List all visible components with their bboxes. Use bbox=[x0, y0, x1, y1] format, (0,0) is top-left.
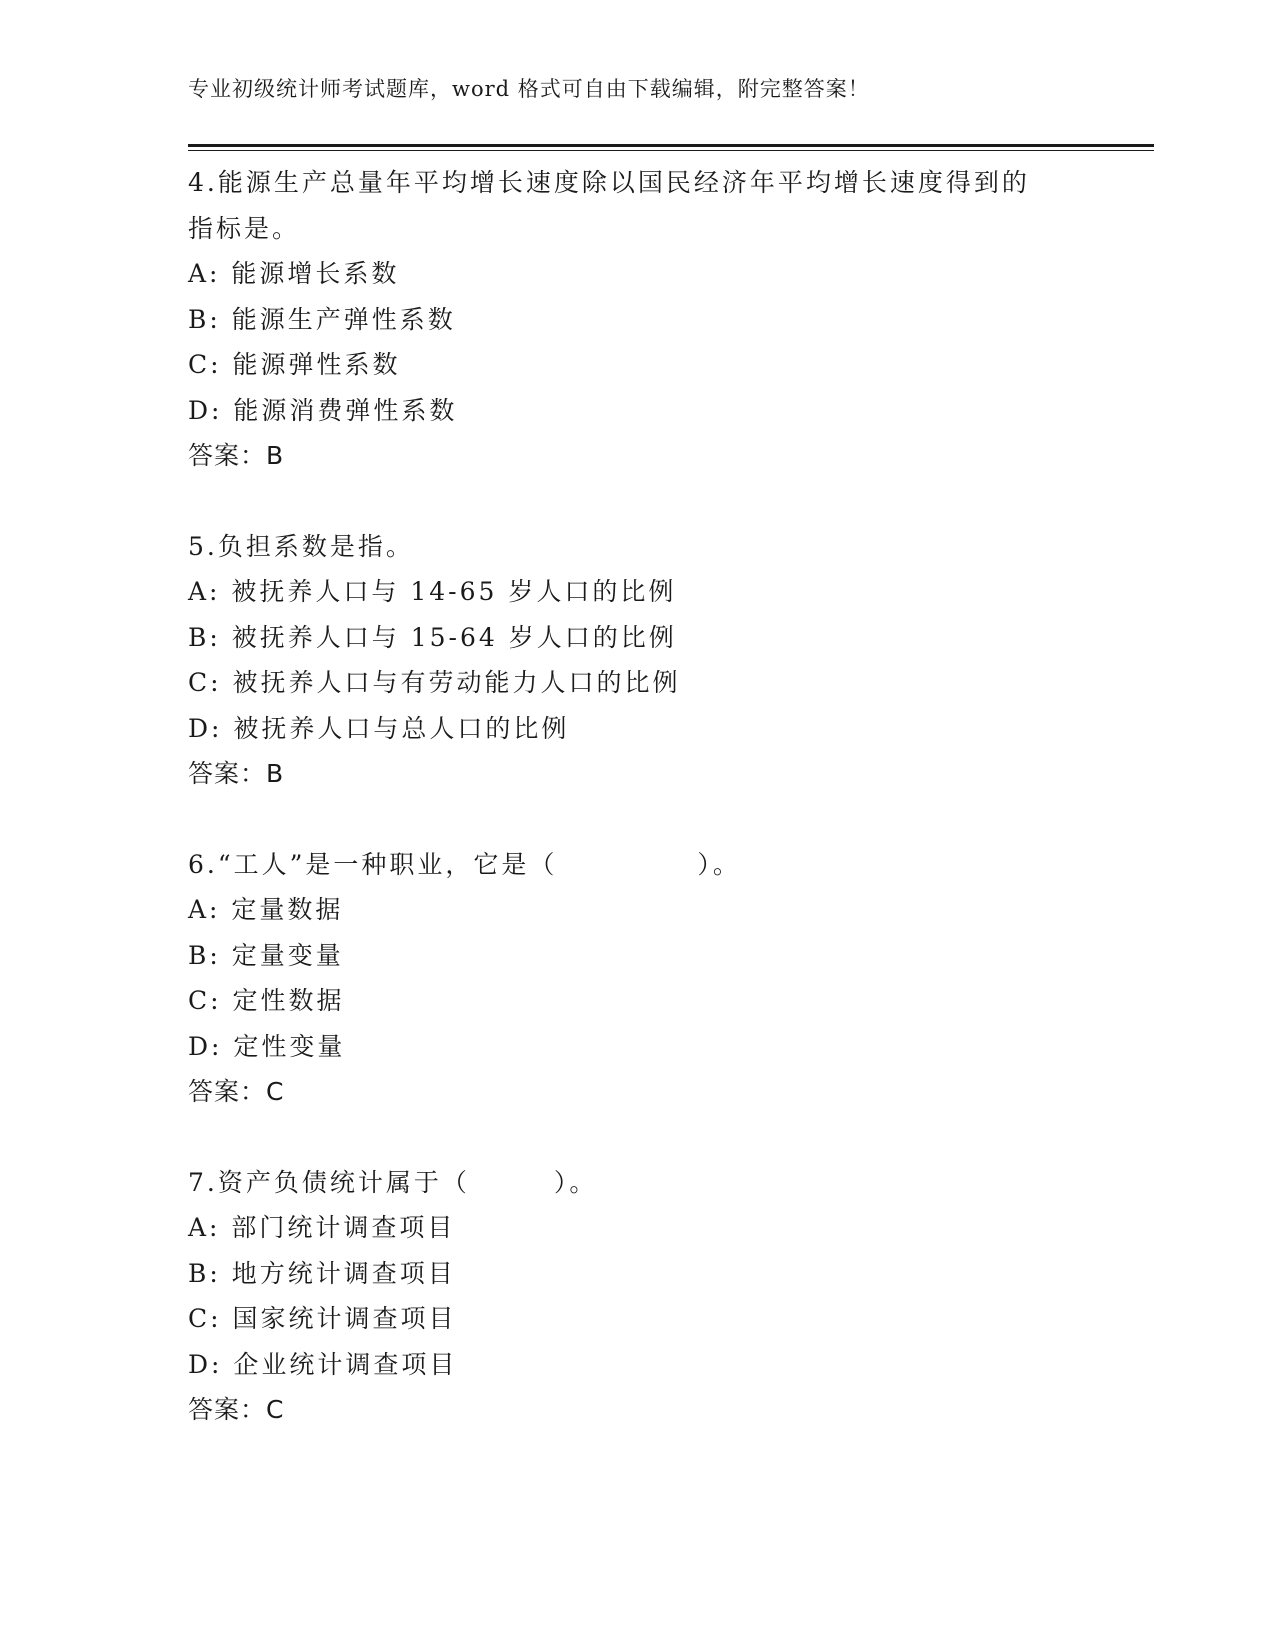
option-d: D: 定性变量 bbox=[188, 1031, 346, 1061]
header-rule-thin bbox=[188, 150, 1154, 151]
question-7 bbox=[188, 1160, 1088, 1433]
question-6 bbox=[188, 842, 1088, 1115]
option-b: B: 能源生产弹性系数 bbox=[188, 304, 456, 334]
question-stem-line: 6.“工人”是一种职业，它是（ ）。 bbox=[188, 849, 741, 879]
option-b: B: 被抚养人口与 15-64 岁人口的比例 bbox=[188, 622, 677, 652]
option-d: D: 被抚养人口与总人口的比例 bbox=[188, 713, 570, 743]
question-stem-line: 指标是。 bbox=[188, 213, 301, 243]
option-c: C: 定性数据 bbox=[188, 986, 345, 1015]
option-b: B: 定量变量 bbox=[188, 940, 344, 970]
option-a: A: 能源增长系数 bbox=[188, 259, 400, 288]
option-c: C: 被抚养人口与有劳动能力人口的比例 bbox=[188, 668, 681, 697]
answer-line: 答案：B bbox=[188, 441, 285, 470]
answer-line: 答案：C bbox=[188, 1077, 285, 1106]
option-a: A: 定量数据 bbox=[188, 895, 344, 924]
option-c: C: 能源弹性系数 bbox=[188, 350, 401, 379]
answer-line: 答案：B bbox=[188, 759, 285, 788]
option-b: B: 地方统计调查项目 bbox=[188, 1258, 456, 1288]
header-rule-thick bbox=[188, 144, 1154, 147]
option-a: A: 被抚养人口与 14-65 岁人口的比例 bbox=[188, 577, 677, 606]
question-stem-line: 4.能源生产总量年平均增长速度除以国民经济年平均增长速度得到的 bbox=[188, 168, 1030, 197]
page-header: 专业初级统计师考试题库，word 格式可自由下载编辑，附完整答案！ bbox=[188, 77, 870, 101]
option-d: D: 企业统计调查项目 bbox=[188, 1349, 458, 1379]
option-c: C: 国家统计调查项目 bbox=[188, 1304, 457, 1333]
question-5 bbox=[188, 524, 1088, 797]
answer-line: 答案：C bbox=[188, 1395, 285, 1424]
question-list bbox=[188, 160, 1088, 1478]
option-a: A: 部门统计调查项目 bbox=[188, 1213, 456, 1242]
option-d: D: 能源消费弹性系数 bbox=[188, 395, 458, 425]
question-stem-line: 5.负担系数是指。 bbox=[188, 531, 414, 561]
question-4 bbox=[188, 160, 1088, 479]
question-stem-line: 7.资产负债统计属于（ ）。 bbox=[188, 1167, 598, 1197]
